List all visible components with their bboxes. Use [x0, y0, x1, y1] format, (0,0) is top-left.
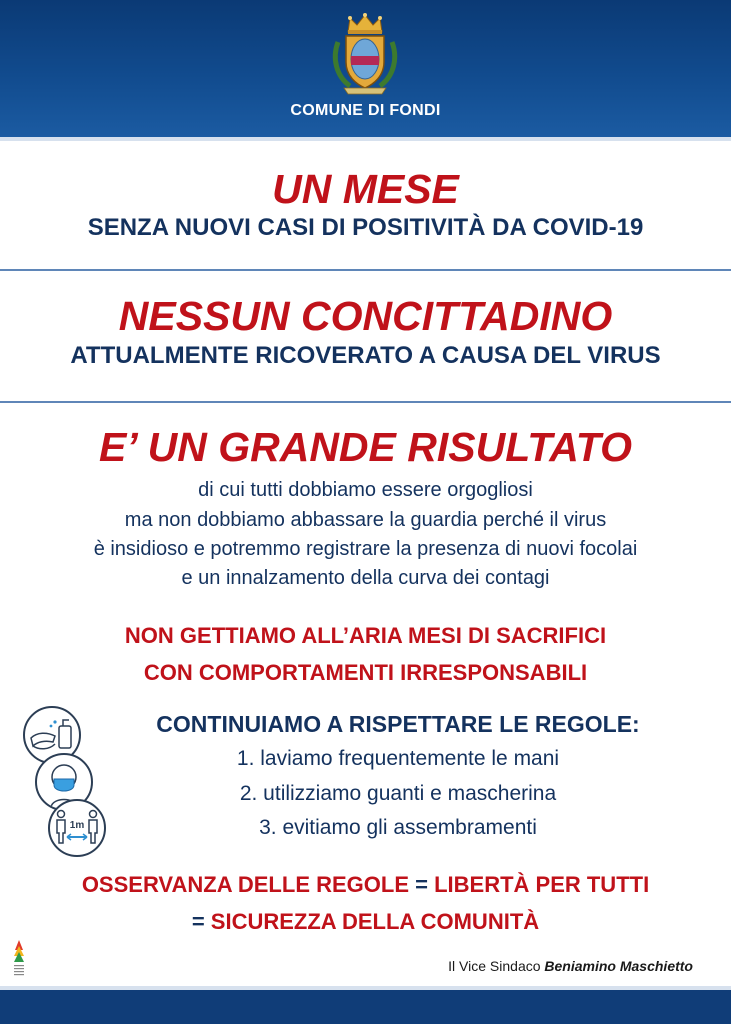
signature-name: Beniamino Maschietto — [544, 958, 693, 974]
body-line: ma non dobbiamo abbassare la guardia perché il virus — [124, 509, 607, 531]
footer-bar — [0, 990, 731, 1024]
equation-line-2 — [0, 909, 731, 935]
equation-observance: OSSERVANZA DELLE REGOLE — [81, 872, 409, 897]
equation-line-1 — [0, 872, 731, 898]
body-line: è insidioso e potremmo registrare la presenza di nuovi focolai — [93, 538, 638, 560]
equation-freedom: LIBERTÀ PER TUTTI — [434, 872, 650, 897]
signature-role: Il Vice Sindaco — [448, 958, 545, 974]
body-line: e un innalzamento della curva dei contagi — [181, 567, 550, 589]
warning-line-2: CON COMPORTAMENTI IRRESPONSABILI — [143, 660, 588, 685]
headline-un-mese: UN MESE — [272, 166, 459, 212]
rules-title: CONTINUIAMO A RISPETTARE LE REGOLE: — [156, 711, 640, 737]
headline-nessun-concittadino: NESSUN CONCITTADINO — [118, 293, 613, 339]
signature — [448, 958, 693, 974]
equation-community-safety: SICUREZZA DELLA COMUNITÀ — [210, 909, 540, 934]
municipality-name: COMUNE DI FONDI — [290, 102, 441, 119]
small-vertical-logo-icon — [10, 938, 28, 984]
rule-item: 2. utilizziamo guanti e mascherina — [239, 782, 557, 805]
headline-grande-risultato: E’ UN GRANDE RISULTATO — [99, 424, 632, 470]
section-divider — [0, 269, 731, 271]
distance-label: 1m — [69, 820, 85, 831]
warning-line-1: NON GETTIAMO ALL’ARIA MESI DI SACRIFICI — [124, 623, 607, 648]
equation-equals: = — [409, 872, 435, 897]
section-divider — [0, 401, 731, 403]
header-bar — [0, 0, 731, 137]
rule-item: 1. laviamo frequentemente le mani — [236, 747, 560, 770]
coat-of-arms-icon — [330, 12, 400, 96]
subtitle-no-new-cases: SENZA NUOVI CASI DI POSITIVITÀ DA COVID-19 — [87, 214, 644, 241]
header-divider — [0, 137, 731, 141]
equation-equals: = — [191, 909, 211, 934]
rule-item: 3. evitiamo gli assembramenti — [259, 816, 537, 839]
subtitle-no-hospitalized: ATTUALMENTE RICOVERATO A CAUSA DEL VIRUS — [70, 342, 661, 369]
body-line: di cui tutti dobbiamo essere orgogliosi — [198, 479, 533, 501]
